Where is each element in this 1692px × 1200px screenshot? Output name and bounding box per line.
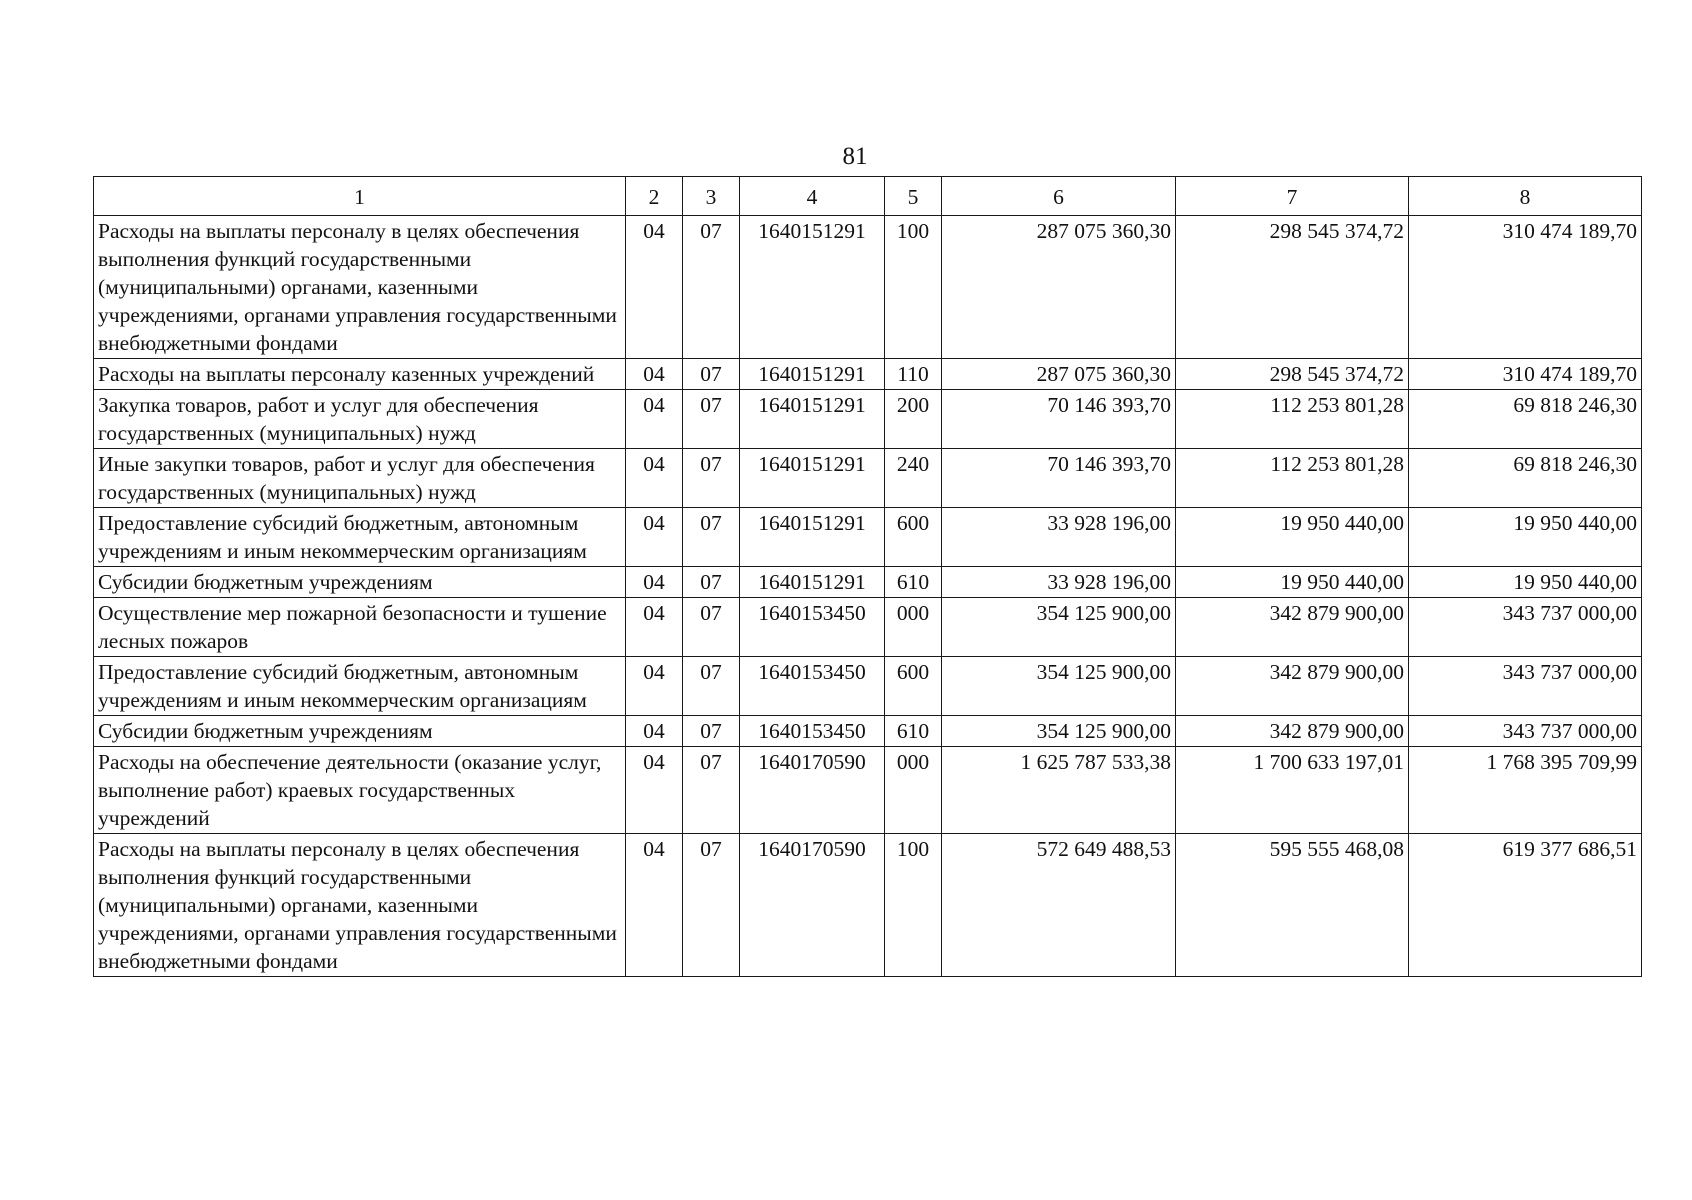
row-subsection: 07 — [683, 834, 740, 977]
row-section: 04 — [626, 390, 683, 449]
row-section: 04 — [626, 834, 683, 977]
row-name: Субсидии бюджетным учреждениям — [94, 716, 626, 747]
row-section: 04 — [626, 216, 683, 359]
row-section: 04 — [626, 449, 683, 508]
row-name: Предоставление субсидий бюджетным, автономным учреждениям и иным некоммерческим организациям — [94, 657, 626, 716]
row-section: 04 — [626, 598, 683, 657]
row-amount-col6: 33 928 196,00 — [942, 508, 1176, 567]
row-amount-col7: 19 950 440,00 — [1176, 508, 1409, 567]
row-expense-type: 600 — [885, 508, 942, 567]
row-name: Осуществление мер пожарной безопасности и тушение лесных пожаров — [94, 598, 626, 657]
row-subsection: 07 — [683, 359, 740, 390]
column-header: 7 — [1176, 177, 1409, 216]
row-amount-col8: 19 950 440,00 — [1409, 567, 1642, 598]
row-amount-col6: 1 625 787 533,38 — [942, 747, 1176, 834]
row-subsection: 07 — [683, 449, 740, 508]
row-target-code: 1640151291 — [740, 449, 885, 508]
row-amount-col6: 354 125 900,00 — [942, 716, 1176, 747]
row-amount-col7: 112 253 801,28 — [1176, 390, 1409, 449]
page-number: 81 — [842, 143, 868, 170]
row-target-code: 1640151291 — [740, 508, 885, 567]
row-target-code: 1640153450 — [740, 716, 885, 747]
row-amount-col6: 70 146 393,70 — [942, 390, 1176, 449]
table-row — [94, 747, 1642, 834]
row-subsection: 07 — [683, 508, 740, 567]
column-header: 3 — [683, 177, 740, 216]
table-row — [94, 716, 1642, 747]
table-row — [94, 449, 1642, 508]
row-target-code: 1640153450 — [740, 598, 885, 657]
row-expense-type: 000 — [885, 747, 942, 834]
row-amount-col8: 310 474 189,70 — [1409, 359, 1642, 390]
row-target-code: 1640151291 — [740, 390, 885, 449]
row-amount-col7: 342 879 900,00 — [1176, 657, 1409, 716]
row-expense-type: 600 — [885, 657, 942, 716]
row-expense-type: 000 — [885, 598, 942, 657]
column-header: 2 — [626, 177, 683, 216]
row-section: 04 — [626, 747, 683, 834]
row-amount-col6: 33 928 196,00 — [942, 567, 1176, 598]
row-amount-col7: 112 253 801,28 — [1176, 449, 1409, 508]
table-row — [94, 598, 1642, 657]
row-name: Расходы на выплаты персоналу в целях обеспечения выполнения функций государственными (муниципальными) органами, казенными учреждениями, органами управления государственными внебюджетными фондами — [94, 216, 626, 359]
row-target-code: 1640151291 — [740, 359, 885, 390]
row-name: Закупка товаров, работ и услуг для обеспечения государственных (муниципальных) нужд — [94, 390, 626, 449]
row-amount-col7: 1 700 633 197,01 — [1176, 747, 1409, 834]
table-row — [94, 508, 1642, 567]
row-amount-col7: 342 879 900,00 — [1176, 716, 1409, 747]
row-subsection: 07 — [683, 747, 740, 834]
table-row — [94, 216, 1642, 359]
table-row — [94, 834, 1642, 977]
row-target-code: 1640170590 — [740, 834, 885, 977]
table-row — [94, 657, 1642, 716]
table-row — [94, 359, 1642, 390]
row-amount-col7: 595 555 468,08 — [1176, 834, 1409, 977]
row-amount-col7: 19 950 440,00 — [1176, 567, 1409, 598]
row-target-code: 1640170590 — [740, 747, 885, 834]
row-target-code: 1640151291 — [740, 567, 885, 598]
row-amount-col6: 572 649 488,53 — [942, 834, 1176, 977]
column-header: 1 — [94, 177, 626, 216]
row-subsection: 07 — [683, 716, 740, 747]
row-amount-col8: 619 377 686,51 — [1409, 834, 1642, 977]
row-name: Предоставление субсидий бюджетным, автономным учреждениям и иным некоммерческим организациям — [94, 508, 626, 567]
row-amount-col6: 287 075 360,30 — [942, 359, 1176, 390]
row-name: Расходы на обеспечение деятельности (оказание услуг, выполнение работ) краевых государственных учреждений — [94, 747, 626, 834]
row-name: Расходы на выплаты персоналу казенных учреждений — [94, 359, 626, 390]
row-amount-col8: 343 737 000,00 — [1409, 657, 1642, 716]
row-subsection: 07 — [683, 657, 740, 716]
row-name: Субсидии бюджетным учреждениям — [94, 567, 626, 598]
row-target-code: 1640151291 — [740, 216, 885, 359]
row-expense-type: 100 — [885, 216, 942, 359]
row-amount-col8: 1 768 395 709,99 — [1409, 747, 1642, 834]
row-amount-col6: 354 125 900,00 — [942, 598, 1176, 657]
row-amount-col8: 19 950 440,00 — [1409, 508, 1642, 567]
row-amount-col7: 342 879 900,00 — [1176, 598, 1409, 657]
row-expense-type: 240 — [885, 449, 942, 508]
table-row — [94, 567, 1642, 598]
row-expense-type: 200 — [885, 390, 942, 449]
row-subsection: 07 — [683, 216, 740, 359]
row-subsection: 07 — [683, 598, 740, 657]
budget-table — [93, 176, 1642, 977]
row-name: Иные закупки товаров, работ и услуг для обеспечения государственных (муниципальных) нужд — [94, 449, 626, 508]
row-section: 04 — [626, 657, 683, 716]
row-amount-col7: 298 545 374,72 — [1176, 216, 1409, 359]
row-section: 04 — [626, 716, 683, 747]
row-amount-col6: 354 125 900,00 — [942, 657, 1176, 716]
row-subsection: 07 — [683, 390, 740, 449]
row-amount-col7: 298 545 374,72 — [1176, 359, 1409, 390]
row-expense-type: 610 — [885, 716, 942, 747]
row-amount-col8: 343 737 000,00 — [1409, 598, 1642, 657]
row-expense-type: 100 — [885, 834, 942, 977]
row-amount-col8: 310 474 189,70 — [1409, 216, 1642, 359]
row-expense-type: 110 — [885, 359, 942, 390]
row-amount-col8: 343 737 000,00 — [1409, 716, 1642, 747]
row-name: Расходы на выплаты персоналу в целях обеспечения выполнения функций государственными (муниципальными) органами, казенными учреждениями, органами управления государственными внебюджетными фондами — [94, 834, 626, 977]
table-header-row — [94, 177, 1642, 216]
row-section: 04 — [626, 508, 683, 567]
row-amount-col6: 70 146 393,70 — [942, 449, 1176, 508]
table-row — [94, 390, 1642, 449]
row-amount-col6: 287 075 360,30 — [942, 216, 1176, 359]
row-expense-type: 610 — [885, 567, 942, 598]
column-header: 4 — [740, 177, 885, 216]
row-subsection: 07 — [683, 567, 740, 598]
row-section: 04 — [626, 567, 683, 598]
column-header: 8 — [1409, 177, 1642, 216]
row-amount-col8: 69 818 246,30 — [1409, 390, 1642, 449]
row-section: 04 — [626, 359, 683, 390]
row-target-code: 1640153450 — [740, 657, 885, 716]
column-header: 5 — [885, 177, 942, 216]
column-header: 6 — [942, 177, 1176, 216]
row-amount-col8: 69 818 246,30 — [1409, 449, 1642, 508]
